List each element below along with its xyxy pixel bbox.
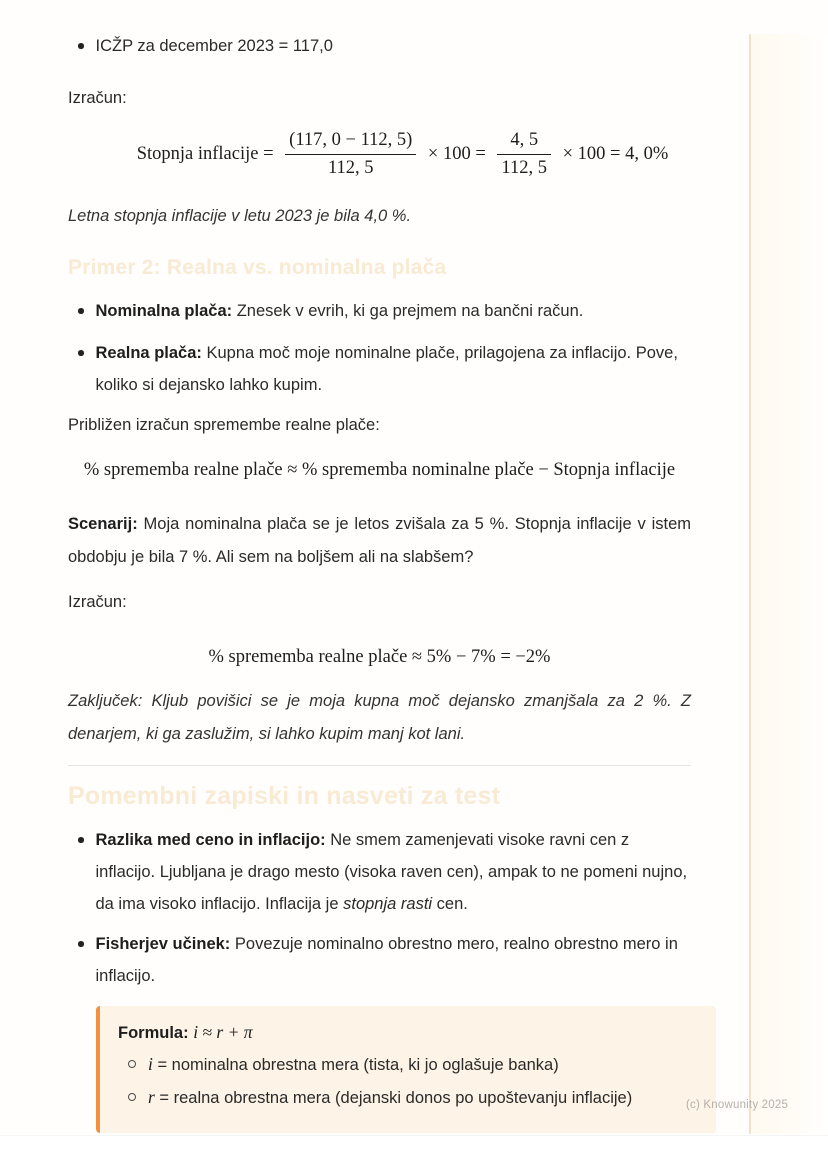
bullet-icon xyxy=(78,308,84,314)
bullet-icon xyxy=(78,350,84,356)
section-heading-primer2: Primer 2: Realna vs. nominalna plača xyxy=(68,256,447,279)
list-item xyxy=(128,1082,696,1113)
fraction xyxy=(285,129,416,180)
variable-r: r xyxy=(148,1087,155,1107)
term-label: Razlika med ceno in inflacijo: xyxy=(95,831,326,849)
list-item-text xyxy=(148,1049,559,1080)
formula-label: Formula: xyxy=(118,1024,189,1042)
primer2-list xyxy=(68,295,691,401)
list-item xyxy=(68,295,691,327)
term-definition: Povezuje nominalno obrestno mero, realno obrestno mero in inflacijo. xyxy=(95,935,678,985)
section-heading-notes: Pomembni zapiski in nasveti za test xyxy=(68,782,501,810)
scenario-paragraph xyxy=(68,508,691,574)
page-margin-strip xyxy=(751,34,828,1134)
bullet-icon xyxy=(78,941,84,947)
formula-mid: × 100 = xyxy=(427,144,486,164)
list-item-text xyxy=(96,337,692,401)
list-item-text xyxy=(96,824,692,920)
inflation-conclusion-note: Letna stopnja inflacije v letu 2023 je bila 4,0 %. xyxy=(68,207,412,225)
fraction-numerator: (117, 0 − 112, 5) xyxy=(285,129,416,155)
list-item xyxy=(68,928,691,992)
fraction-numerator: 4, 5 xyxy=(497,129,551,155)
list-item xyxy=(68,337,691,401)
scenario-text: Moja nominalna plača se je letos zvišala za 5 %. Stopnja inflacije v istem obdobju je bila 7 %. Ali sem na boljšem ali na slabšem? xyxy=(68,515,691,566)
iczp-list xyxy=(68,30,691,62)
bullet-icon xyxy=(78,43,84,49)
inflation-rate-formula xyxy=(68,129,691,180)
formula-box-title xyxy=(118,1018,696,1047)
bullet-icon xyxy=(78,837,84,843)
list-item-text: ICŽP za december 2023 = 117,0 xyxy=(95,37,333,55)
conclusion-paragraph: Zaključek: Kljub povišici se je moja kupna moč dejansko zmanjšala za 2 %. Z denarjem, ki ga zaslužim, si lahko kupim manj kot lani. xyxy=(68,692,691,743)
fraction-denominator: 112, 5 xyxy=(501,158,547,178)
formula-callout-box xyxy=(96,1006,716,1133)
fisher-formula: i ≈ r + π xyxy=(193,1022,253,1042)
formula-rhs: × 100 = 4, 0% xyxy=(562,144,669,164)
formula-lhs: Stopnja inflacije = xyxy=(136,144,274,164)
emphasized-term: stopnja rasti xyxy=(343,895,433,913)
circle-bullet-icon xyxy=(128,1093,136,1101)
circle-bullet-icon xyxy=(128,1060,136,1068)
page-edge-line xyxy=(749,34,751,1134)
term-definition: Ne smem zamenjevati visoke ravni cen z inflacijo. Ljubljana je drago mesto (visoka raven cen), ampak to ne pomeni nujno, da ima visoko inflacijo. Inflacija je xyxy=(95,831,688,913)
term-definition: Kupna moč moje nominalne plače, prilagojena za inflacijo. Pove, koliko si dejansko lahko kupim. xyxy=(95,344,678,394)
variable-definition: = realna obrestna mera (dejanski donos po upoštevanju inflacije) xyxy=(154,1089,633,1107)
approx-intro: Približen izračun spremembe realne plače: xyxy=(68,416,380,434)
scenario-label: Scenarij: xyxy=(68,515,138,533)
variable-i: i xyxy=(148,1054,153,1074)
variable-definition: = nominalna obrestna mera (tista, ki jo oglašuje banka) xyxy=(152,1056,559,1074)
section-divider xyxy=(68,765,691,766)
izracun-label-2: Izračun: xyxy=(68,593,127,611)
term-definition: Znesek v evrih, ki ga prejmem na bančni račun. xyxy=(232,302,584,320)
list-item-text xyxy=(96,295,692,327)
term-definition-end: cen. xyxy=(432,895,468,913)
watermark: (c) Knowunity 2025 xyxy=(686,1099,789,1111)
real-wage-result-formula: % sprememba realne plače ≈ 5% − 7% = −2% xyxy=(208,647,551,667)
term-label: Fisherjev učinek: xyxy=(95,935,231,953)
list-item xyxy=(68,30,691,62)
list-item xyxy=(128,1049,696,1080)
izracun-label-1: Izračun: xyxy=(68,89,127,107)
list-item-text xyxy=(96,928,692,992)
real-wage-approx-formula: % sprememba realne plače ≈ % sprememba nominalne plače − Stopnja inflacije xyxy=(83,460,676,480)
formula-box-list xyxy=(118,1049,696,1113)
list-item-text xyxy=(148,1082,632,1113)
page-bottom-edge xyxy=(0,1135,828,1171)
notes-list xyxy=(68,824,691,992)
term-label: Realna plača: xyxy=(95,344,202,362)
list-item xyxy=(68,824,691,920)
term-label: Nominalna plača: xyxy=(95,302,233,320)
fraction-denominator: 112, 5 xyxy=(327,158,374,178)
fraction xyxy=(497,129,551,180)
page-content xyxy=(68,0,691,992)
